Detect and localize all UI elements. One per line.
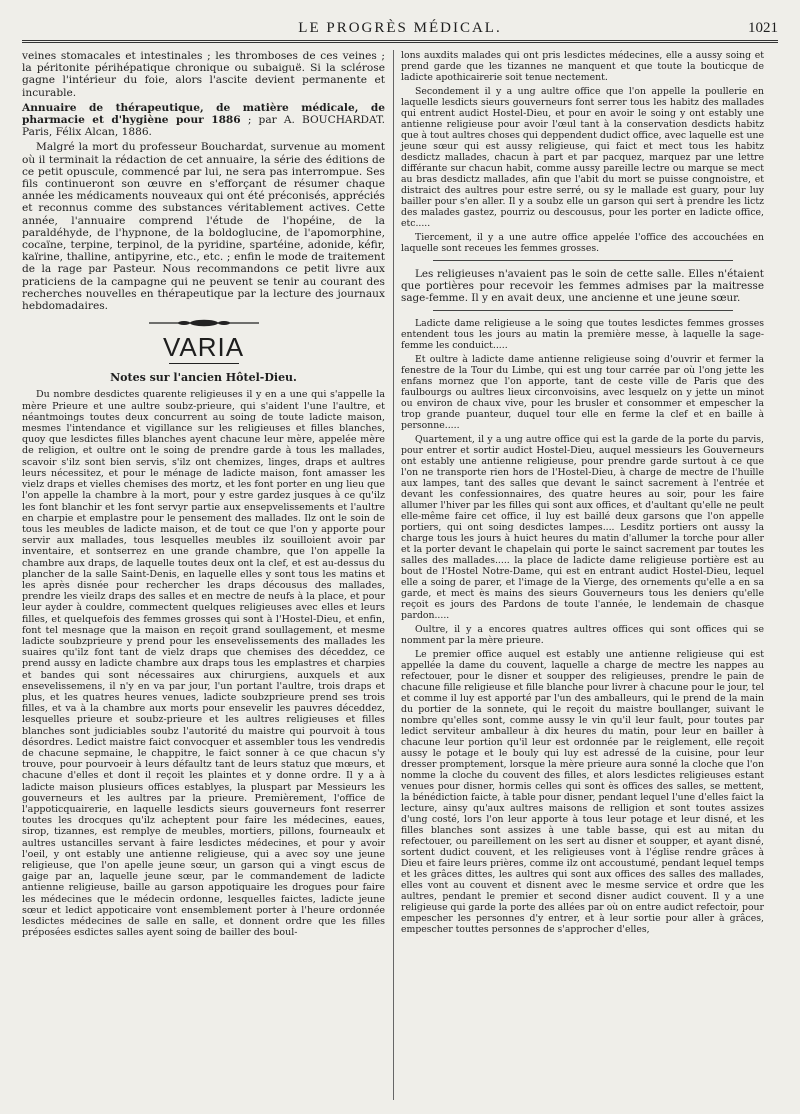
paragraph: Oultre, il y a encores quatres aultres offices qui sont offices qui se nomment par la mère prieure.: [401, 624, 764, 646]
paragraph: Tiercement, il y a une autre office appelée l'office des accouchées en laquelle sont receues les femmes grosses.: [401, 232, 764, 254]
book-title: Annuaire de thérapeutique, de matière médicale, de pharmacie et d'hygiène pour 1886: [22, 101, 385, 127]
book-entry: [22, 102, 385, 139]
journal-title: LE PROGRÈS MÉDICAL.: [298, 20, 502, 36]
column-divider: [393, 50, 394, 1100]
paragraph: Secondement il y a ung aultre office que l'on appelle la poullerie en laquelle lesdicts sieurs gouverneurs font serrer tous les habitz des mallades qui entrent audict Hostel-Dieu, et pour en avoir le soing y ont estably une antienne religieuse pour avoir l'œul tant à la conservation desdicts habitz que à tout aultres choses qui deppendent dudict office, avec laquelle est une jeune sœur qui est aussy religieuse, qui faict et mect tous les habitz desdictz mallades, chacun à part et par pacquez, marquez par une lettre différante sur chacun habit, comme aussy pareille lectre ou marque se mect au bras desdictz mallades, afin que l'abit du mort se puisse congnoistre, et distraict des aultres pour estre serré, ou sy le mallade est guary, pour luy bailler pour s'en aller. Il y a soubz elle un garson qui sert à prendre les lictz des malades gastez, pourriz ou descousus, pour les porter en ladicte office, etc.....: [401, 86, 764, 229]
paragraph: Le premier office auquel est estably une antienne religieuse qui est appellée la dame du couvent, laquelle a charge de mectre les nappes au refectouer, pour le disner et soupper des religieuses, prendre le pain de chacune fille religieuse et fille blanche pour livrer à chacune pour le jour, tel et comme il luy est apporté par l'un des amballeurs, qui le prend de la main du portier de la sonnete, qui le reçoit du maistre boullanger, suivant le nombre qu'elles sont, comme aussy le vin qu'il leur fault, pour toutes par ledict serviteur amballeur à dix heures du matin, pour leur en bailler à chacune leur portion qu'il leur est ordonnée par le reiglement, elle reçoit aussy le potage et le bouly qui luy est adressé de la cuisine, pour leur dresser promptement, lorsque la mère prieure aura sonné la cloche que l'on nomme la cloche du couvent des filles, et alors lesdictes religieuses estant venues pour disner, hormis celles qui sont ès offices des salles, se mettent, la bénédiction faicte, à table pour disner, pendant lequel l'une d'elles faict la lecture, ainsy qu'aux aultres maisons de relligion et sont toutes assizes d'ung costé, lors l'on leur apporte à tous leur potage et leur disné, et les filles blanches sont assizes à une table basse, qui est au mitan du refectouer, ou pareillement on les sert au disner et soupper, et ayant disné, sortent dudict couvent, et les religieuses vont à l'église rendre grâces à Dieu et faire leurs prières, comme ilz ont accoustumé, pendant lequel temps et les grâces dittes, les aultres qui sont aux offices des salles des mallades, elles vont au couvent et disnent avec le mesme service et ordre que les aultres, pendant le premier et second disner audict couvent. Il y a une religieuse qui garde la porte des allées par où on entre audict refectoir, pour empescher les personnes d'y entrer, et à leur sortie pour aller à grâces, empescher touttes personnes de s'approcher d'elles,: [401, 649, 764, 935]
book-author: ; par A. BOUCHARDAT. Paris, Félix Alcan, 1886.: [22, 114, 385, 139]
paragraph: Les religieuses n'avaient pas le soin de cette salle. Elles n'étaient que portières pour recevoir les femmes admises par la maitresse sage-femme. Il y en avait deux, une ancienne et une jeune sœur.: [401, 268, 764, 304]
paragraph: lons auxdits malades qui ont pris lesdictes médecines, elle a aussy soing et prend garde que les tizannes ne manquent et que toute la bouticque de ladicte apothicairerie soit tenue nectement.: [401, 50, 764, 83]
running-header: [22, 14, 778, 43]
paragraph: Malgré la mort du professeur Bouchardat, survenue au moment où il terminait la rédaction de cet annuaire, la série des éditions de ce petit opuscule, commencé par lui, ne sera pas interrompue. Ses fils continueront son œuvre en s'efforçant de résumer chaque année les médicaments nouveaux qui ont été préconisés, appréciés et reconnus comme des substances véritablement actives. Cette année, l'annuaire comprend l'étude de l'hopéine, de la paraldéhyde, de l'hypnone, de la boldoglucine, de l'apomorphine, cocaïne, terpine, terpinol, de la pyridine, spartéine, adonide, kéfir, kaïrine, thalline, antipyrine, etc., etc. ; enfin le mode de traitement de la rage par Pasteur. Nous recommandons ce petit livre aux praticiens de la campagne qui ne peuvent se tenir au courant des recherches nouvelles en thérapeutique par la lecture des journaux hebdomadaires.: [22, 141, 385, 313]
heading-underline: [169, 363, 239, 364]
paragraph: Et oultre à ladicte dame antienne religieuse soing d'ouvrir et fermer la fenestre de la Tour du Limbe, qui est ung tour carrée par où l'ong jette les enfans mornez que l'on apporte, tant de ceste ville de Paris que des faulbourgs ou aultres lieux circonvoisins, avec lesquelz on y jette un minot ou environ de chaux vive, pour les brusler et consommer et empescher la trop grande puanteur, duquel tour elle en ferme la clef et en baille à personne.....: [401, 354, 764, 431]
section-rule: [433, 260, 733, 261]
section-heading: VARIA: [162, 332, 245, 363]
paragraph: Du nombre desdictes quarente religieuses il y en a une qui s'appelle la mère Prieure et une aultre soubz-prieure, qui s'aident l'une l'aultre, et néantmoings toutes deux concurrent au soing de toute ladicte maison, mesmes l'intendance et vigillance sur les religieuses et filles blanches, quoy que lesdictes filles blanches ayent chacune leur mère, appelée mère de religion, et oultre ont le soing de prendre garde à tous les mallades, scavoir s'ilz sont bien servis, s'ilz ont chemizes, linges, draps et aultres leurs nécessitez, et pour le ménage de ladicte maison, font amasser les vielz draps et vielles chemises des mortz, et les font porter en ung lieu que l'on appelle la chambre à la mort, pour y estre gardez jusques à ce qu'ilz les font blanchir et les font servyr partie aux ensepvelissements et l'aultre en charpie et emplastre pour le pensement des mallades. Ilz ont le soin de tous les meubles de ladicte maison, et de tout ce que l'on y apporte pour servir aux mallades, tous lesquelles meubles ilz souilloient avoir par inventaire, et sontserrez en une grande chambre, que l'on appelle la chambre aux draps, de laquelle toutes deux ont la clef, et est au-dessus du plancher de la salle Saint-Denis, en laquelle elles y sont tous les matins et les après disnée pour rechercher les draps décousus des mallades, prendre les vieilz draps des salles et en mectre de neufs à la place, et pour leur ayder à couldre, commectent quelques religieuses avec elles et leurs filles, et quelquefois des femmes grosses qui sont à l'Hostel-Dieu, et enfin, font tel mesnage que la maison en reçoit grand soullagement, et mesme ladicte soubzprieure y prend pour les ensevelissements des mallades les suaires qu'ilz font tant de vielz draps que chemises des déceddez, ce prend aussy en ladicte chambre aux draps tous les emplastres et charpies et bandes qui sont nécessaires aux chirurgiens, auxquels et aux ensevelissemens, il n'y en va par jour, l'un portant l'aultre, trois draps et plus, et les quatres heures venues, ladicte soubzprieure prend ses trois filles, et va à la chambre aux morts pour ensevelir les pauvres déceddez, lesquelles prieure et soubz-prieure et les aultres religieuses et filles blanches sont judiciables soubz l'autorité du maistre qui pourvoit à tous désordres. Ledict maistre faict convocquer et assembler tous les vendredis de chacune sepmaine, le chappitre, le faict sonner à ce que chacun s'y trouve, pour pourvoeir à leurs défaultz tant de leurs statuz que mœurs, et chacune d'elles et dont il reçoit les plaintes et y donne ordre. Il y a à ladicte maison plusieurs offices establyes, la pluspart par Messieurs les gouverneurs et les aultres par la prieure. Premièrement, l'office de l'appoticquairerie, en laquelle lesdicts sieurs gouverneurs font reserrer toutes les drocques qu'ilz acheptent pour faire les médecines, eaues, sirop, tizannes, est remplye de meubles, mortiers, pillons, fourneaulx et aultres ustancilles servant à faire lesdictes médecines, et pour y avoir l'oeil, y ont estably une antienne religieuse, qui a avec soy une jeune religieuse, que l'on apelle jeune sœur, un garson qui a vingt escus de gaige par an, laquelle jeune sœur, par le commandement de ladicte antienne religieuse, baille au garson appotiquaire les drogues pour faire les médecines que le médecin ordonne, lesquelles faictes, ladicte jeune sœur et ledict appoticaire vont ensemblement porter à l'heure ordonnée lesdictes médecines de salle en salle, et donnent ordre que les filles préposées esdictes salles ayent soing de bailler des boul-: [22, 389, 385, 939]
article-title: Notes sur l'ancien Hôtel-Dieu.: [110, 371, 297, 385]
right-column: [401, 50, 764, 938]
ornament-divider: [22, 319, 385, 327]
paragraph: Ladicte dame religieuse a le soing que toutes lesdictes femmes grosses entendent tous les jours au matin la première messe, à laquelle la sage-femme les conduict.....: [401, 318, 764, 351]
left-column: [22, 50, 385, 941]
section-rule: [433, 310, 733, 311]
paragraph: Quartement, il y a ung autre office qui est la garde de la porte du parvis, pour entrer et sortir audict Hostel-Dieu, auquel messieurs les Gouverneurs ont estably une antienne religieuse, pour prendre garde surtout à ce que l'on ne transporte rien hors de l'Hostel-Dieu, à charge de mectre de l'huille aux lampes, tant des salles que devant le sainct sacrement à l'entrée et devant les confessionnaires, des quatre heures au soir, pour les faire allumer l'hiver par les filles qui sont aux offices, et d'aultant qu'elle ne peult elle-même faire cet office, il luy est baillé deux garsons que l'on appelle portiers, qui ont soing desdictes lampes.... Lesditz portiers ont aussy la charge tous les jours à huict heures du matin d'allumer la torche pour aller et la porter devant le chapelain qui porte le sainct sacrement par toutes les salles des mallades..... la place de ladicte dame religieuse portière est au bout de l'Hostel Notre-Dame, qui est en entrant audict Hostel-Dieu, lequel elle a soing de parer, et l'image de la Vierge, des ornements qu'elle a en sa garde, et mect ès mains des sieurs Gouverneurs tous les deniers qu'elle reçoit es jours des Pardons de toute l'année, le lendemain de chasque pardon.....: [401, 434, 764, 621]
ornament-icon: [149, 319, 259, 327]
page-number: 1021: [748, 20, 778, 36]
paragraph: veines stomacales et intestinales ; les thromboses de ces veines ; la péritonite périhépatique chronique ou subaiguë. Si la sclérose gagne l'intérieur du foie, alors l'ascite devient permanente et incurable.: [22, 50, 385, 99]
